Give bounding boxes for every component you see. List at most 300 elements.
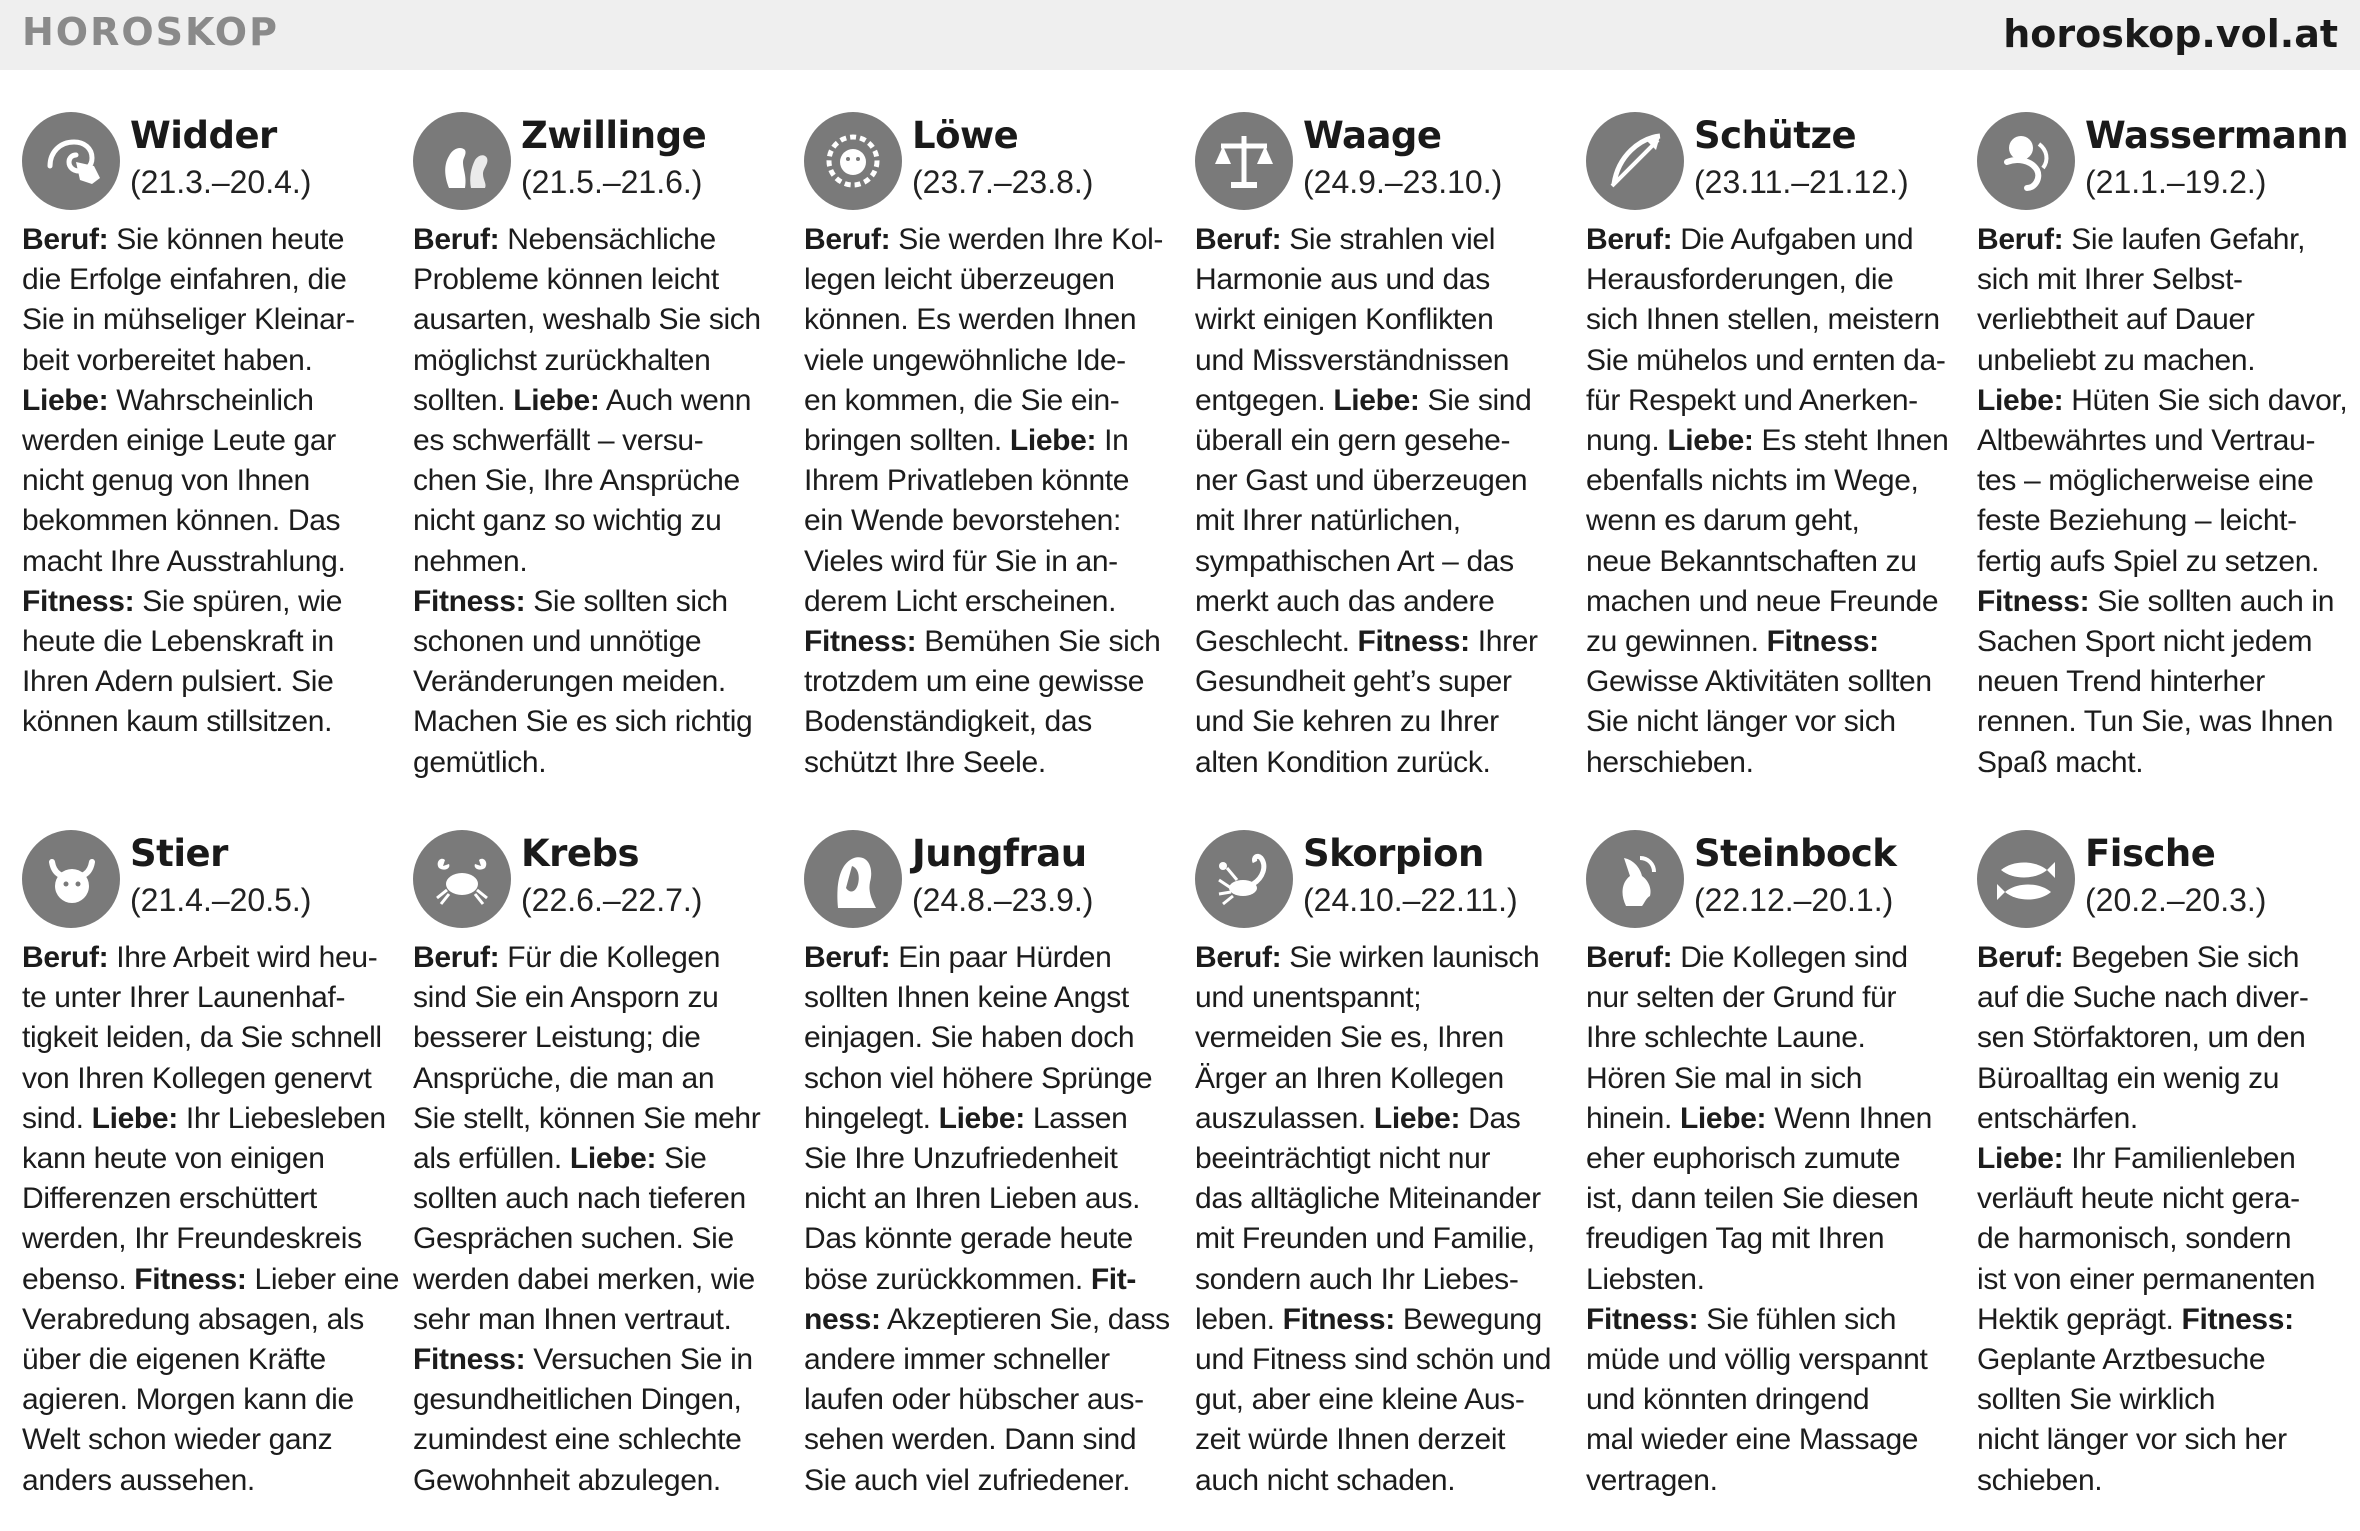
body-text: mal wieder eine Massage: [1586, 1423, 1919, 1457]
text-line: [1977, 421, 2360, 461]
body-text: sondern auch Ihr Liebes-: [1195, 1262, 1519, 1296]
website-url[interactable]: horoskop.vol.at: [2003, 12, 2338, 56]
text-line: [1195, 743, 1583, 783]
body-text: Sie stellt, können Sie mehr: [413, 1101, 761, 1135]
body-text: nehmen.: [413, 544, 528, 578]
sign-name: Widder: [130, 114, 277, 157]
body-text: schieben.: [1977, 1463, 2103, 1497]
body-text: Spaß macht.: [1977, 745, 2144, 779]
body-text: Ihren Adern pulsiert. Sie: [22, 665, 334, 699]
text-line: [1977, 260, 2360, 300]
card-header: [22, 112, 406, 220]
section-label: ness:: [804, 1302, 881, 1336]
horoscope-grid: [22, 112, 2352, 1522]
text-line: [1977, 582, 2360, 622]
body-text: Altbewährtes und Vertrau-: [1977, 424, 2316, 458]
text-line: [1977, 1380, 2360, 1420]
body-text: bekommen können. Das: [22, 504, 341, 538]
text-line: [1977, 1219, 2360, 1259]
text-line: [804, 1340, 1192, 1380]
section-label: Beruf:: [1195, 223, 1282, 256]
section-label: Beruf:: [22, 223, 109, 256]
text-line: [804, 1059, 1192, 1099]
body-text: Ärger an Ihren Kollegen: [1195, 1061, 1504, 1095]
text-line: [22, 702, 410, 742]
body-text: tigkeit leiden, da Sie schnell: [22, 1021, 382, 1055]
body-text: Ihrer: [1469, 625, 1538, 659]
text-line: [1977, 662, 2360, 702]
body-text: werden dabei merken, wie: [413, 1262, 755, 1296]
section-label: Beruf:: [1195, 941, 1282, 974]
text-line: [1977, 381, 2360, 421]
body-text: und könnten dringend: [1586, 1383, 1870, 1417]
text-line: [1586, 381, 1974, 421]
section-label: Fitness:: [1282, 1302, 1395, 1336]
body-text: Harmonie aus und das: [1195, 263, 1490, 297]
body-text: überall ein gern gesehe-: [1195, 424, 1511, 458]
body-text: sollten.: [413, 383, 514, 417]
card-header: [1977, 112, 2360, 220]
body-text: Sie strahlen viel: [1281, 223, 1496, 256]
text-line: [1586, 1260, 1974, 1300]
horoscope-text: [1195, 938, 1583, 1501]
card-header: [22, 830, 406, 938]
text-line: [1195, 300, 1583, 340]
text-line: [413, 501, 801, 541]
body-text: Verabredung absagen, als: [22, 1302, 364, 1336]
text-line: [804, 1461, 1192, 1501]
section-label: Beruf:: [22, 941, 109, 974]
text-line: [1586, 421, 1974, 461]
horoscope-card-steinbock: [1586, 830, 1970, 1522]
body-text: macht Ihre Ausstrahlung.: [22, 544, 346, 578]
section-label: Liebe:: [1333, 383, 1420, 417]
text-line: [804, 501, 1192, 541]
section-label: Liebe:: [1667, 424, 1754, 458]
body-text: die Erfolge einfahren, die: [22, 263, 347, 297]
body-text: leben.: [1195, 1302, 1283, 1336]
text-line: [413, 1420, 801, 1460]
text-line: [1977, 622, 2360, 662]
text-line: [1195, 220, 1583, 260]
body-text: Gewisse Aktivitäten sollten: [1586, 665, 1932, 699]
text-line: [1195, 938, 1583, 978]
body-text: tes – möglicherweise eine: [1977, 464, 2314, 498]
text-line: [1977, 1420, 2360, 1460]
text-line: [804, 260, 1192, 300]
horoscope-text: [22, 938, 410, 1501]
body-text: chen Sie, Ihre Ansprüche: [413, 464, 740, 498]
text-line: [1586, 1420, 1974, 1460]
text-line: [1195, 1219, 1583, 1259]
text-line: [1586, 1018, 1974, 1058]
text-line: [1977, 1139, 2360, 1179]
body-text: nicht länger vor sich her: [1977, 1423, 2287, 1457]
section-label: Liebe:: [22, 383, 109, 417]
section-label: Liebe:: [938, 1101, 1025, 1135]
sign-name: Waage: [1303, 114, 1442, 157]
body-text: fertig aufs Spiel zu setzen.: [1977, 544, 2320, 578]
body-text: als erfüllen.: [413, 1142, 570, 1176]
text-line: [1586, 542, 1974, 582]
body-text: merkt auch das andere: [1195, 584, 1495, 618]
body-text: Die Kollegen sind: [1672, 941, 1908, 974]
text-line: [22, 1340, 410, 1380]
body-text: Sachen Sport nicht jedem: [1977, 625, 2313, 659]
section-label: Fitness:: [1977, 584, 2090, 618]
text-line: [1195, 421, 1583, 461]
body-text: Machen Sie es sich richtig: [413, 705, 753, 739]
fish-icon: [1977, 830, 2075, 928]
body-text: auch nicht schaden.: [1195, 1463, 1456, 1497]
text-line: [1586, 1099, 1974, 1139]
text-line: [22, 341, 410, 381]
text-line: [1586, 260, 1974, 300]
body-text: besserer Leistung; die: [413, 1021, 701, 1055]
horoscope-card-loewe: [804, 112, 1188, 830]
body-text: sind.: [22, 1101, 92, 1135]
horoscope-text: [1195, 220, 1583, 783]
text-line: [804, 1219, 1192, 1259]
sign-name: Jungfrau: [912, 832, 1087, 875]
body-text: zumindest eine schlechte: [413, 1423, 742, 1457]
card-header: [1586, 112, 1970, 220]
body-text: Differenzen erschüttert: [22, 1182, 317, 1216]
horoscope-card-zwillinge: [413, 112, 797, 830]
body-text: Bewegung: [1394, 1302, 1542, 1336]
text-line: [1586, 300, 1974, 340]
text-line: [22, 938, 410, 978]
text-line: [413, 743, 801, 783]
body-text: Hüten Sie sich davor,: [2063, 383, 2348, 417]
text-line: [1195, 1099, 1583, 1139]
body-text: gesundheitlichen Dingen,: [413, 1383, 742, 1417]
text-line: [22, 1059, 410, 1099]
text-line: [1195, 1380, 1583, 1420]
body-text: Vieles wird für Sie in an-: [804, 544, 1118, 578]
section-label: Fit-: [1090, 1262, 1137, 1296]
text-line: [413, 1139, 801, 1179]
text-line: [22, 1461, 410, 1501]
text-line: [22, 622, 410, 662]
section-label: Liebe:: [91, 1101, 178, 1135]
section-label: Fitness:: [134, 1262, 247, 1296]
bull-icon: [22, 830, 120, 928]
horoscope-card-krebs: [413, 830, 797, 1522]
body-text: sen Störfaktoren, um den: [1977, 1021, 2306, 1055]
text-line: [413, 1260, 801, 1300]
sign-dates: (21.5.–21.6.): [521, 164, 703, 200]
body-text: trotzdem um eine gewisse: [804, 665, 1145, 699]
text-line: [413, 582, 801, 622]
text-line: [804, 978, 1192, 1018]
text-line: [804, 542, 1192, 582]
body-text: es schwerfällt – versu-: [413, 424, 704, 458]
text-line: [804, 220, 1192, 260]
sign-dates: (24.9.–23.10.): [1303, 164, 1503, 200]
text-line: [22, 1219, 410, 1259]
text-line: [1586, 1300, 1974, 1340]
horoscope-card-waage: [1195, 112, 1579, 830]
text-line: [413, 1018, 801, 1058]
crab-icon: [413, 830, 511, 928]
section-label: Fitness:: [1357, 625, 1470, 659]
body-text: Wahrscheinlich: [108, 383, 314, 417]
body-text: Bemühen Sie sich: [916, 625, 1161, 659]
text-line: [413, 421, 801, 461]
body-text: Sie mühelos und ernten da-: [1586, 343, 1946, 377]
body-text: Sie werden Ihre Kol-: [890, 223, 1164, 256]
text-line: [1586, 1380, 1974, 1420]
body-text: Sie sollten auch in: [2089, 584, 2335, 618]
text-line: [413, 542, 801, 582]
text-line: [804, 1420, 1192, 1460]
body-text: sich Ihnen stellen, meistern: [1586, 303, 1940, 337]
body-text: wirkt einigen Konflikten: [1195, 303, 1494, 337]
body-text: Sie laufen Gefahr,: [2063, 223, 2306, 256]
text-line: [1195, 978, 1583, 1018]
card-header: [1195, 112, 1579, 220]
body-text: heute die Lebenskraft in: [22, 625, 334, 659]
text-line: [804, 1380, 1192, 1420]
body-text: können kaum stillsitzen.: [22, 705, 333, 739]
text-line: [413, 461, 801, 501]
horoscope-text: [413, 938, 801, 1501]
body-text: Sie in mühseliger Kleinar-: [22, 303, 355, 337]
body-text: Das könnte gerade heute: [804, 1222, 1133, 1256]
text-line: [1586, 978, 1974, 1018]
horoscope-text: [22, 220, 410, 743]
body-text: nung.: [1586, 424, 1668, 458]
text-line: [1977, 1340, 2360, 1380]
text-line: [1977, 1018, 2360, 1058]
body-text: Akzeptieren Sie, dass: [880, 1302, 1170, 1336]
scorpion-icon: [1195, 830, 1293, 928]
body-text: feste Beziehung – leicht-: [1977, 504, 2297, 538]
body-text: de harmonisch, sondern: [1977, 1222, 2292, 1256]
text-line: [804, 300, 1192, 340]
body-text: Das: [1460, 1101, 1521, 1135]
body-text: Sie wirken launisch: [1281, 941, 1540, 974]
body-text: Herausforderungen, die: [1586, 263, 1894, 297]
body-text: Es steht Ihnen: [1753, 424, 1949, 458]
page-header: [0, 0, 2360, 70]
body-text: sehr man Ihnen vertraut.: [413, 1302, 732, 1336]
section-label: Beruf:: [1977, 941, 2064, 974]
text-line: [1586, 1461, 1974, 1501]
body-text: ebenso.: [22, 1262, 135, 1296]
body-text: bringen sollten.: [804, 424, 1010, 458]
section-label: Beruf:: [804, 941, 891, 974]
section-label: Liebe:: [1373, 1101, 1461, 1135]
body-text: ausarten, weshalb Sie sich: [413, 303, 761, 337]
body-text: Begeben Sie sich: [2063, 941, 2300, 974]
text-line: [413, 341, 801, 381]
text-line: [22, 1139, 410, 1179]
text-line: [22, 461, 410, 501]
body-text: sind Sie ein Ansporn zu: [413, 981, 719, 1015]
body-text: verläuft heute nicht gera-: [1977, 1182, 2300, 1216]
text-line: [804, 1099, 1192, 1139]
sign-dates: (22.12.–20.1.): [1694, 882, 1894, 918]
sign-name: Krebs: [521, 832, 640, 875]
body-text: te unter Ihrer Launenhaf-: [22, 981, 346, 1015]
sign-name: Fische: [2085, 832, 2216, 875]
body-text: Sie Ihre Unzufriedenheit: [804, 1142, 1118, 1176]
text-line: [1586, 1179, 1974, 1219]
body-text: sich mit Ihrer Selbst-: [1977, 263, 2243, 297]
body-text: beeinträchtigt nicht nur: [1195, 1142, 1491, 1176]
sign-dates: (23.11.–21.12.): [1694, 164, 1909, 200]
body-text: Geschlecht.: [1195, 625, 1358, 659]
text-line: [1586, 662, 1974, 702]
body-text: Sie sind: [1419, 383, 1532, 417]
text-line: [22, 662, 410, 702]
text-line: [1977, 501, 2360, 541]
body-text: für Respekt und Anerken-: [1586, 383, 1918, 417]
text-line: [22, 300, 410, 340]
body-text: nicht an Ihren Lieben aus.: [804, 1182, 1141, 1216]
body-text: Sie auch viel zufriedener.: [804, 1463, 1131, 1497]
text-line: [1586, 220, 1974, 260]
body-text: zeit würde Ihnen derzeit: [1195, 1423, 1506, 1457]
sign-dates: (24.8.–23.9.): [912, 882, 1094, 918]
body-text: Lassen: [1024, 1101, 1128, 1135]
text-line: [1195, 341, 1583, 381]
section-label: Beruf:: [804, 223, 891, 256]
text-line: [22, 381, 410, 421]
text-line: [22, 582, 410, 622]
sign-dates: (23.7.–23.8.): [912, 164, 1094, 200]
text-line: [1195, 702, 1583, 742]
sign-dates: (24.10.–22.11.): [1303, 882, 1518, 918]
body-text: verliebtheit auf Dauer: [1977, 303, 2255, 337]
body-text: viele ungewöhnliche Ide-: [804, 343, 1126, 377]
text-line: [1195, 1300, 1583, 1340]
card-header: [804, 830, 1188, 938]
body-text: mit Freunden und Familie,: [1195, 1222, 1535, 1256]
card-header: [413, 830, 797, 938]
text-line: [804, 938, 1192, 978]
body-text: neue Bekanntschaften zu: [1586, 544, 1917, 578]
text-line: [1586, 341, 1974, 381]
body-text: herschieben.: [1586, 745, 1754, 779]
text-line: [1195, 260, 1583, 300]
body-text: und Sie kehren zu Ihrer: [1195, 705, 1499, 739]
text-line: [22, 1260, 410, 1300]
body-text: Sie nicht länger vor sich: [1586, 705, 1896, 739]
body-text: Hören Sie mal in sich: [1586, 1061, 1863, 1095]
body-text: hinein.: [1586, 1101, 1680, 1135]
text-line: [1977, 1461, 2360, 1501]
text-line: [1586, 622, 1974, 662]
body-text: werden einige Leute gar: [22, 424, 336, 458]
body-text: sollten auch nach tieferen: [413, 1182, 746, 1216]
section-label: Fitness:: [22, 584, 135, 618]
text-line: [804, 341, 1192, 381]
sign-name: Stier: [130, 832, 228, 875]
card-header: [1977, 830, 2360, 938]
text-line: [1586, 461, 1974, 501]
text-line: [804, 381, 1192, 421]
text-line: [1195, 381, 1583, 421]
body-text: nicht genug von Ihnen: [22, 464, 310, 498]
body-text: vertragen.: [1586, 1463, 1718, 1497]
body-text: In: [1096, 424, 1129, 458]
text-line: [413, 1219, 801, 1259]
body-text: Ihre Arbeit wird heu-: [108, 941, 378, 974]
body-text: Sie spüren, wie: [134, 584, 343, 618]
body-text: vermeiden Sie es, Ihren: [1195, 1021, 1504, 1055]
text-line: [1977, 938, 2360, 978]
text-line: [22, 1380, 410, 1420]
body-text: Veränderungen meiden.: [413, 665, 726, 699]
body-text: hingelegt.: [804, 1101, 939, 1135]
text-line: [1586, 702, 1974, 742]
text-line: [413, 1099, 801, 1139]
text-line: [1586, 938, 1974, 978]
text-line: [804, 1018, 1192, 1058]
section-label: Liebe:: [1977, 1142, 2064, 1176]
body-text: Versuchen Sie in: [525, 1343, 753, 1377]
card-header: [1586, 830, 1970, 938]
body-text: eher euphorisch zumute: [1586, 1142, 1901, 1176]
body-text: ist von einer permanenten: [1977, 1262, 2316, 1296]
body-text: Probleme können leicht: [413, 263, 719, 297]
body-text: ebenfalls nichts im Wege,: [1586, 464, 1919, 498]
section-label: Beruf:: [413, 941, 500, 974]
body-text: das alltägliche Miteinander: [1195, 1182, 1541, 1216]
text-line: [1195, 501, 1583, 541]
body-text: agieren. Morgen kann die: [22, 1383, 354, 1417]
sign-name: Löwe: [912, 114, 1019, 157]
text-line: [804, 461, 1192, 501]
text-line: [22, 1420, 410, 1460]
body-text: können. Es werden Ihnen: [804, 303, 1137, 337]
text-line: [413, 1179, 801, 1219]
body-text: müde und völlig verspannt: [1586, 1343, 1928, 1377]
body-text: entgegen.: [1195, 383, 1334, 417]
section-label: Fitness:: [413, 584, 526, 618]
body-text: sollten Ihnen keine Angst: [804, 981, 1129, 1015]
text-line: [1195, 662, 1583, 702]
horoscope-text: [804, 220, 1192, 783]
text-line: [1195, 542, 1583, 582]
body-text: legen leicht überzeugen: [804, 263, 1115, 297]
sign-dates: (21.3.–20.4.): [130, 164, 312, 200]
body-text: nur selten der Grund für: [1586, 981, 1897, 1015]
horoscope-card-jungfrau: [804, 830, 1188, 1522]
body-text: machen und neue Freunde: [1586, 584, 1939, 618]
ram-icon: [22, 112, 120, 210]
bow-arrow-icon: [1586, 112, 1684, 210]
text-line: [804, 662, 1192, 702]
text-line: [22, 1018, 410, 1058]
text-line: [804, 582, 1192, 622]
text-line: [1977, 1059, 2360, 1099]
text-line: [1586, 1139, 1974, 1179]
body-text: schützt Ihre Seele.: [804, 745, 1046, 779]
body-text: Gewohnheit abzulegen.: [413, 1463, 721, 1497]
text-line: [804, 702, 1192, 742]
section-label: Liebe:: [1679, 1101, 1767, 1135]
text-line: [22, 1099, 410, 1139]
body-text: Ihre schlechte Laune.: [1586, 1021, 1866, 1055]
body-text: Die Aufgaben und: [1672, 223, 1914, 256]
section-label: Beruf:: [413, 223, 500, 256]
body-text: unbeliebt zu machen.: [1977, 343, 2256, 377]
sign-name: Skorpion: [1303, 832, 1484, 875]
